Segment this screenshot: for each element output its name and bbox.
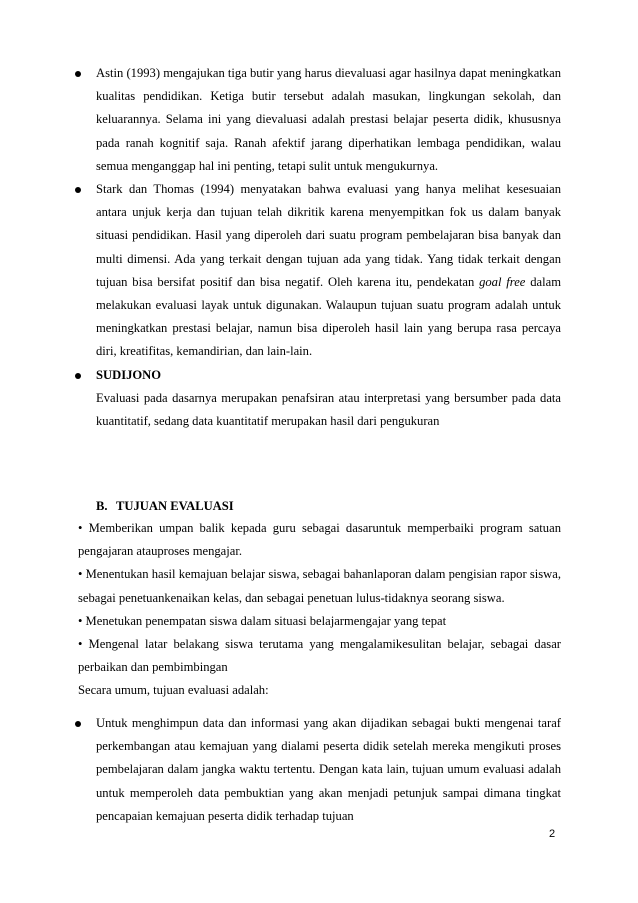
objective-paragraph-1: • Memberikan umpan balik kepada guru sebagai dasaruntuk memperbaiki program satuan pengajaran atauproses mengajar.: [78, 521, 561, 559]
objective-paragraph-3: • Menetukan penempatan siswa dalam situasi belajarmengajar yang tepat: [78, 613, 447, 628]
list-item-astin: [96, 62, 561, 178]
list-item-stark-thomas: [96, 178, 561, 364]
general-objective-intro: Secara umum, tujuan evaluasi adalah:: [78, 683, 269, 698]
section-title: TUJUAN EVALUASI: [116, 499, 234, 513]
list-item-general-objective: [96, 712, 561, 828]
objective-paragraph-4: • Mengenal latar belakang siswa terutama yang mengalamikesulitan belajar, sebagai dasar perbaikan dan pembimbingan: [78, 637, 561, 675]
general-objectives-list: [96, 712, 561, 828]
bullet-icon: [75, 187, 81, 193]
sudijono-title: SUDIJONO: [96, 367, 162, 382]
objectives-paragraphs: [78, 517, 561, 703]
evaluation-views-list: [96, 62, 561, 433]
page-number: 2: [549, 828, 556, 840]
general-objective-text: Untuk menghimpun data dan informasi yang akan dijadikan sebagai bukti mengenai taraf perkembangan atau kemajuan yang dialami peserta didik setelah mereka mengikuti proses pembelajaran dalam jangka waktu tertentu. Dengan kata lain, tujuan umum evaluasi adalah untuk memperoleh data pembuktian yang akan menjadi petunjuk sampai dimana tingkat pencapaian kemajuan peserta didik terhadap tujuan: [96, 716, 561, 823]
objective-paragraph-2: • Menentukan hasil kemajuan belajar siswa, sebagai bahanlaporan dalam pengisian rapor siswa, sebagai penetuankenaikan kelas, dan sebagai penetuan lulus-tidaknya seorang siswa.: [78, 567, 561, 605]
bullet-icon: [75, 721, 81, 727]
goal-free-term: goal free: [479, 274, 526, 289]
bullet-icon: [75, 373, 81, 379]
bullet-icon: [75, 71, 81, 77]
astin-text: Astin (1993) mengajukan tiga butir yang harus dievaluasi agar hasilnya dapat meningkatkan kualitas pendidikan. Ketiga butir tersebut adalah masukan, lingkungan sekolah, dan keluarannya. Selama ini yang dievaluasi adalah prestasi belajar peserta didik, khususnya pada ranah kognitif saja. Ranah afektif jarang diperhatikan lembaga pendidikan, walau semua menganggap hal ini penting, tetapi sulit untuk mengukurnya.: [96, 66, 561, 173]
stark-thomas-text-before: Stark dan Thomas (1994) menyatakan bahwa evaluasi yang hanya melihat kesesuaian antara unjuk kerja dan tujuan telah dikritik karena menyempitkan fok us dalam banyak situasi pendidikan. Hasil yang diperoleh dari suatu program pembelajaran bisa banyak dan multi dimensi. Ada yang terkait dengan tujuan ada yang tidak. Yang tidak terkait dengan tujuan bisa bersifat positif dan bisa negatif. Oleh karena itu, pendekatan: [96, 182, 561, 289]
sudijono-text: Evaluasi pada dasarnya merupakan penafsiran atau interpretasi yang bersumber pada data kuantitatif, sedang data kuantitatif merupakan hasil dari pengukuran: [96, 390, 561, 429]
section-number: B.: [96, 499, 108, 513]
list-item-sudijono: [96, 364, 561, 434]
section-heading: [96, 496, 234, 516]
stark-thomas-text-after: dalam melakukan evaluasi layak untuk digunakan. Walaupun tujuan suatu program adalah untuk meningkatkan prestasi belajar, namun bisa diperoleh hasil lain yang berupa rasa percaya diri, kreatifitas, kemandirian, dan lain-lain.: [96, 274, 561, 359]
